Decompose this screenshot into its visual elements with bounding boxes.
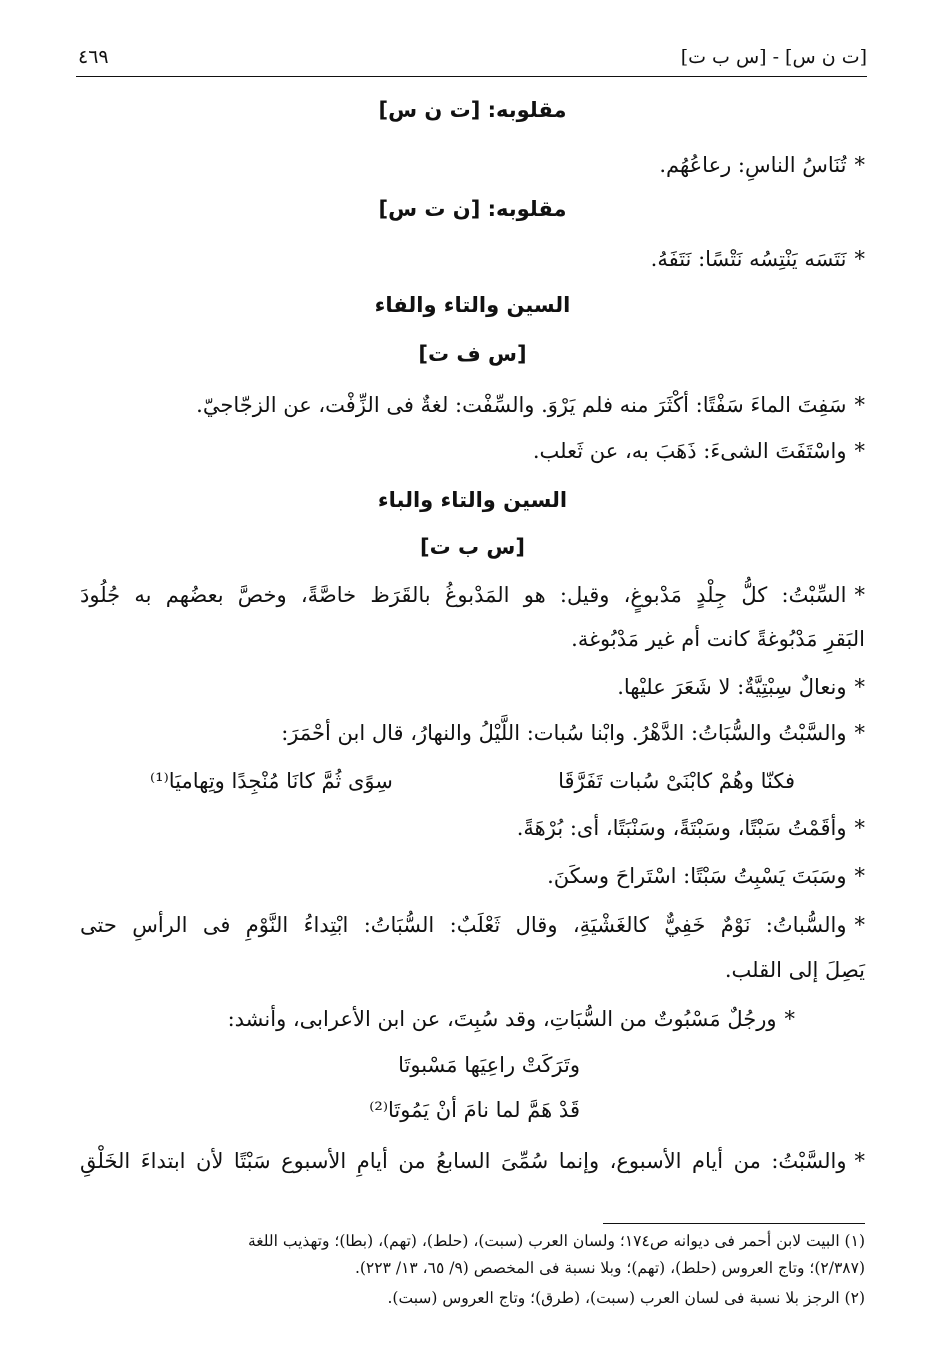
entry-rajul — [80, 1004, 795, 1034]
entry-text: سَفِتَ الماءَ سَفْتًا: أكْثَرَ منه فلم يَرْوَ. والسِّفْت: لغةٌ فى الزِّفْت، عن الزجّاجيّ. — [196, 393, 847, 417]
verse-1-second-hemistich: سِوًى ثُمَّ كانَا مُنْجِدًا وتِهاميَا⁽¹⁾ — [150, 769, 393, 793]
entry-star: * — [854, 439, 865, 463]
entry-star: * — [854, 721, 865, 745]
header-rule — [76, 76, 867, 77]
entry-tunas — [80, 150, 865, 180]
entry-star: * — [854, 864, 865, 888]
footnote-1-continued: (٢/٣٨٧)؛ وتاج العروس (حلط)، (تهم)؛ وبلا نسبة فى المخصص (٩/ ٦٥، ١٣/ ٢٢٣). — [354, 1259, 865, 1277]
footnote-2: (٢) الرجز بلا نسبة فى لسان العرب (سبت)، (طرق)؛ وتاج العروس (سبت). — [387, 1289, 865, 1307]
entry-natasa — [80, 244, 865, 274]
entry-star: * — [854, 816, 865, 840]
entry-star: * — [854, 247, 865, 271]
entry-text: ونعالٌ سِبْتِيَّةٌ: لا شَعَرَ عليْها. — [617, 675, 847, 699]
entry-text: السِّبْتُ: كلُّ جِلْدٍ مَدْبوغٍ، وقيل: هو المَدْبوغُ بالقَرَظ خاصَّةً، وخصَّ بعضُهم به جُلُودَ — [80, 583, 847, 607]
entry-text: تُنَاسُ الناسِ: رعاعُهُم. — [659, 153, 847, 177]
entry-star: * — [854, 393, 865, 417]
entry-safata — [80, 390, 865, 420]
footnote-1: (١) البيت لابن أحمر فى ديوانه ص١٧٤؛ ولسان العرب (سبت)، (حلط)، (تهم)، (بطا)؛ وتهذيب اللغة — [247, 1232, 865, 1250]
verse-1-first-hemistich: فكنّا وهُمْ كابْنَىْ سُبات تَفَرَّقَا — [558, 769, 795, 793]
chapter-heading-sin-ta-ba: السين والتاء والباء — [377, 488, 568, 512]
entry-star: * — [854, 583, 865, 607]
entry-star: * — [854, 153, 865, 177]
entry-star: * — [854, 675, 865, 699]
page-number: ٤٦٩ — [78, 46, 109, 68]
running-header — [78, 40, 867, 74]
entry-text: والسُّباتُ: نَوْمٌ خَفِيٌّ كالغَشْيَةِ، وقال ثَعْلَبٌ: السُّبَاتُ: ابْتِداءُ النَّوْمِ فى الرأسِ حتى — [80, 913, 847, 937]
entry-istaftfata — [80, 436, 865, 466]
entry-star: * — [854, 1149, 866, 1173]
entry-star: * — [854, 913, 865, 937]
entry-text: والسَّبْتُ: من أيام الأسبوع، وإنما سُمِّىَ السابعُ من أيامِ الأسبوع سَبْتًا لأن ابتداءَ الخَلْقِ — [80, 1149, 847, 1173]
entry-sibt-continued: البَقرِ مَدْبُوغةً كانت أم غير مَدْبُوغة. — [571, 627, 865, 651]
entry-text: واسْتَفَتَ الشىءَ: ذَهَبَ به، عن ثَعلب. — [532, 439, 847, 463]
running-title: [ت ن س] - [س ب ت] — [680, 46, 867, 68]
root-heading-sft: [س ف ت] — [418, 342, 527, 366]
chapter-heading-sin-ta-fa: السين والتاء والفاء — [374, 293, 571, 317]
entry-subat — [80, 910, 865, 940]
maqlub-heading-nts: مقلوبه: [ن ت س] — [378, 197, 567, 221]
entry-sabt-week — [80, 1146, 865, 1176]
entry-text: ورجُلٌ مَسْبُوتٌ من السُّبَاتِ، وقد سُبِتَ، عن ابن الأعرابى، وأنشد: — [227, 1007, 777, 1031]
entry-sibt — [80, 580, 865, 610]
entry-text: والسَّبْتُ والسُّبَاتُ: الدَّهْرُ. وابْنا سُبات: اللَّيْلُ والنهارُ، قال ابن أحْمَرَ: — [281, 721, 847, 745]
footnote-rule — [603, 1223, 865, 1224]
entry-sabt-dahr — [80, 718, 865, 748]
entry-subat-continued: يَصِلَ إلى القلب. — [724, 958, 865, 982]
entry-star: * — [784, 1007, 795, 1031]
entry-nial — [80, 672, 865, 702]
verse-2-line-2: قَدْ هَمَّ لما نامَ أنْ يَمُوتَا⁽²⁾ — [369, 1098, 580, 1122]
entry-text: وأقَمْتُ سَبْتًا، وسَبْتَةً، وسَنْبَتًا، أى: بُرْهَةً. — [516, 816, 847, 840]
entry-aqamtu — [80, 813, 865, 843]
maqlub-heading-tns: مقلوبه: [ت ن س] — [378, 98, 567, 122]
entry-text: وسَبَتَ يَسْبِتُ سَبْتًا: اسْتَراحَ وسكَنَ. — [547, 864, 847, 888]
root-heading-sbt: [س ب ت] — [420, 535, 525, 559]
verse-2-line-1: وتَرَكَتْ راعِيَها مَسْبوتَا — [398, 1053, 580, 1077]
entry-sabata — [80, 861, 865, 891]
entry-text: نَتَسَه يَنْتِسُه نَتْسًا: نَتَفَهُ. — [650, 247, 847, 271]
